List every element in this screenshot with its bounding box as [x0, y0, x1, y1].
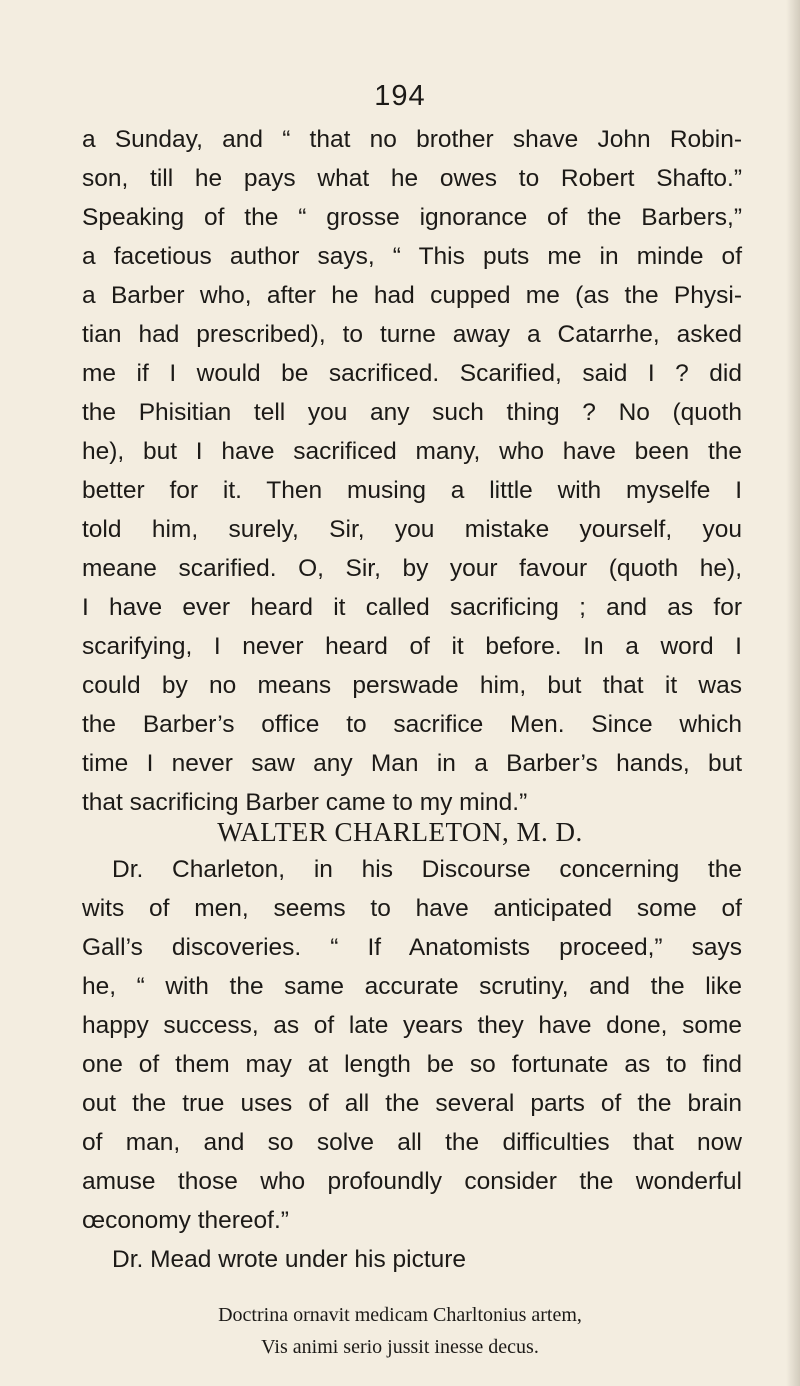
paragraph-barber-anecdote	[82, 120, 742, 822]
text-line: of man, and so solve all the difficulties that now	[82, 1129, 742, 1156]
text-line: meane scarified. O, Sir, by your favour (quoth he),	[82, 555, 742, 582]
latin-verse-line: Vis animi serio jussit inesse decus.	[261, 1336, 539, 1358]
text-line: one of them may at length be so fortunate as to find	[82, 1051, 742, 1078]
text-line: Dr. Charleton, in his Discourse concerning the	[112, 856, 742, 883]
page-number: 194	[374, 80, 426, 112]
paragraph-charleton	[82, 850, 742, 1279]
text-line: he), but I have sacrificed many, who have been the	[82, 438, 742, 465]
text-line: he, “ with the same accurate scrutiny, and the like	[82, 973, 742, 1000]
text-line: tian had prescribed), to turne away a Catarrhe, asked	[82, 321, 742, 348]
text-line: amuse those who profoundly consider the wonderful	[82, 1168, 742, 1195]
text-line: a Sunday, and “ that no brother shave John Robin-	[82, 126, 742, 153]
text-line: better for it. Then musing a little with myselfe I	[82, 477, 742, 504]
text-line: œconomy thereof.”	[82, 1207, 289, 1234]
text-line: scarifying, I never heard of it before. In a word I	[82, 633, 742, 660]
text-line: a facetious author says, “ This puts me in minde of	[82, 243, 742, 270]
text-line: a Barber who, after he had cupped me (as the Physi-	[82, 282, 742, 309]
page-edge-shadow	[786, 0, 800, 1386]
text-line: me if I would be sacrificed. Scarified, said I ? did	[82, 360, 742, 387]
text-line: Gall’s discoveries. “ If Anatomists proceed,” says	[82, 934, 742, 961]
text-line: Dr. Mead wrote under his picture	[112, 1246, 467, 1273]
text-line: told him, surely, Sir, you mistake yourself, you	[82, 516, 742, 543]
latin-verse-line: Doctrina ornavit medicam Charltonius artem,	[218, 1304, 582, 1326]
text-line: out the true uses of all the several parts of the brain	[82, 1090, 742, 1117]
text-line: that sacrificing Barber came to my mind.”	[82, 789, 528, 816]
text-line: the Barber’s office to sacrifice Men. Since which	[82, 711, 742, 738]
text-line: happy success, as of late years they have done, some	[82, 1012, 742, 1039]
text-line: Speaking of the “ grosse ignorance of the Barbers,”	[82, 204, 742, 231]
text-line: time I never saw any Man in a Barber’s hands, but	[82, 750, 742, 777]
text-line: son, till he pays what he owes to Robert Shafto.”	[82, 165, 742, 192]
text-line: wits of men, seems to have anticipated some of	[82, 895, 742, 922]
text-line: could by no means perswade him, but that it was	[82, 672, 742, 699]
section-heading: WALTER CHARLETON, M. D.	[217, 817, 583, 847]
text-line: I have ever heard it called sacrificing ; and as for	[82, 594, 742, 621]
text-line: the Phisitian tell you any such thing ? No (quoth	[82, 399, 742, 426]
